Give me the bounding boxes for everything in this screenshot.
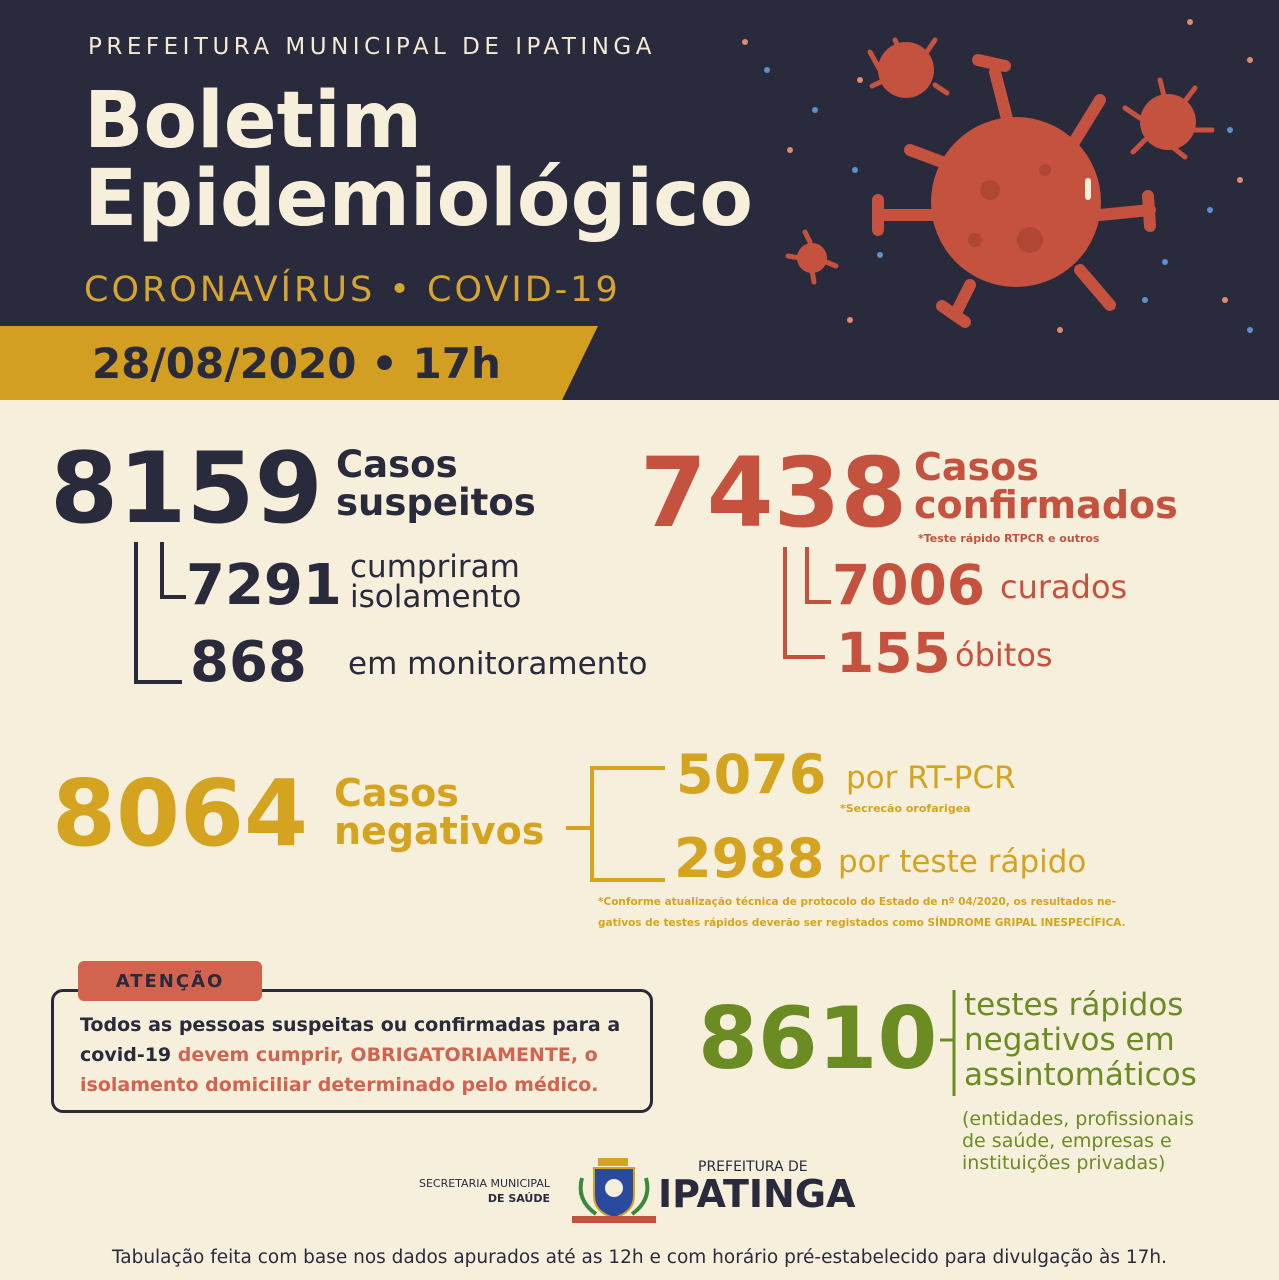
- suspected-total: 8159: [50, 432, 323, 546]
- negative-label-1: Casos: [334, 771, 459, 815]
- isolated-label: [350, 549, 522, 615]
- negative-label-2: negativos: [334, 809, 545, 853]
- rtpcr-label: por RT-PCR: [846, 760, 1016, 796]
- rapid-count: 2988: [674, 827, 825, 890]
- secretaria-line-2: DE SAÚDE: [487, 1192, 550, 1205]
- page-subtitle: CORONAVÍRUS • COVID-19: [84, 270, 621, 310]
- confirmed-label-1: Casos: [914, 445, 1039, 489]
- negative-total: 8064: [52, 760, 309, 867]
- title-line-2: Epidemiológico: [84, 154, 753, 244]
- secretaria-logo-text: [408, 1176, 550, 1206]
- deaths-count: 155: [836, 621, 951, 685]
- asymptomatic-bracket-line: [936, 988, 966, 1100]
- suspected-label-2: suspeitos: [336, 481, 536, 524]
- asymptomatic-label: [964, 988, 1197, 1093]
- rtpcr-note: *Secrecão orofarigea: [840, 802, 971, 815]
- monitoring-label: em monitoramento: [348, 646, 648, 682]
- isolated-count: 7291: [186, 553, 342, 618]
- asymptomatic-total: 8610: [698, 989, 938, 1089]
- attention-text-plain: Todos as pessoas suspeitas ou confirmadas para a covid-19: [80, 1014, 621, 1066]
- negative-bracket-lines: [560, 760, 670, 890]
- negative-label: [334, 771, 545, 853]
- asymptomatic-sublabel: [962, 1108, 1194, 1174]
- asymptomatic-label-1: testes rápidos: [964, 987, 1184, 1023]
- suspected-label-1: Casos: [336, 443, 458, 486]
- attention-tag-label: ATENÇÃO: [115, 971, 225, 992]
- asymptomatic-sublabel-3: instituições privadas): [962, 1152, 1166, 1174]
- cured-label: curados: [1000, 568, 1128, 606]
- secretaria-line-1: SECRETARIA MUNICIPAL: [418, 1177, 550, 1190]
- suspected-label: [336, 443, 536, 524]
- isolated-label-1: cumpriram: [350, 549, 520, 585]
- negative-footnote-line-1: *Conforme atualização técnica de protocolo do Estado de nº 04/2020, os resultados ne-: [598, 896, 1116, 908]
- asymptomatic-sublabel-1: (entidades, profissionais: [962, 1108, 1194, 1130]
- rapid-label: por teste rápido: [838, 844, 1087, 880]
- title-line-1: Boletim: [84, 76, 422, 166]
- prefeitura-label: PREFEITURA DE: [698, 1159, 808, 1175]
- deaths-label: óbitos: [955, 636, 1053, 674]
- asymptomatic-sublabel-2: de saúde, empresas e: [962, 1130, 1172, 1152]
- city-crest-icon: [570, 1156, 660, 1228]
- attention-message: [80, 1010, 660, 1100]
- asymptomatic-label-3: assintomáticos: [964, 1057, 1197, 1093]
- rtpcr-count: 5076: [676, 743, 827, 806]
- footer-note: Tabulação feita com base nos dados apurados até as 12h e com horário pré-estabelecido para divulgação às 17h.: [112, 1247, 1167, 1268]
- confirmed-total: 7438: [640, 437, 908, 549]
- asymptomatic-label-2: negativos em: [964, 1022, 1175, 1058]
- bulletin-date: 28/08/2020 • 17h: [92, 339, 501, 388]
- confirmed-note: *Teste rápido RTPCR e outros: [918, 532, 1100, 545]
- confirmed-label: [914, 445, 1178, 527]
- monitoring-count: 868: [190, 630, 307, 695]
- organization-name: PREFEITURA MUNICIPAL DE IPATINGA: [88, 34, 656, 60]
- negative-footnote: [598, 892, 1126, 934]
- city-name: IPATINGA: [658, 1172, 856, 1216]
- negative-footnote-line-2: gativos de testes rápidos deverão ser registados como SÍNDROME GRIPAL INESPECÍFICA.: [598, 917, 1126, 929]
- page-title: [84, 76, 753, 244]
- confirmed-tree-lines: [775, 535, 835, 665]
- confirmed-label-2: confirmados: [914, 483, 1178, 527]
- isolated-label-2: isolamento: [350, 579, 522, 615]
- attention-text-highlight: devem cumprir, OBRIGATORIAMENTE, o isolamento domiciliar determinado pelo médico.: [80, 1044, 599, 1096]
- cured-count: 7006: [832, 553, 986, 617]
